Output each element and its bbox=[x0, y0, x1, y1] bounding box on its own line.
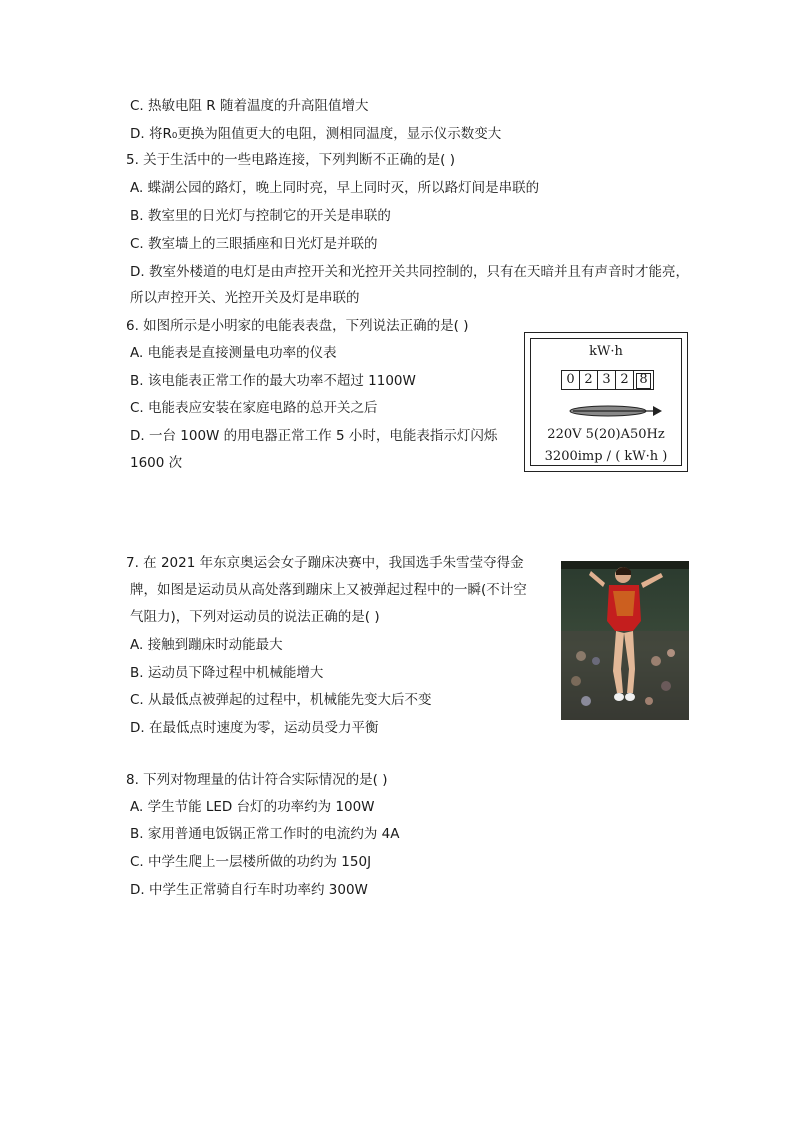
option-c-previous: C. 热敏电阻 R 随着温度的升高阻值增大 bbox=[130, 98, 369, 114]
meter-rating: 220V 5(20)A50Hz bbox=[547, 427, 665, 442]
energy-meter-figure bbox=[524, 332, 688, 472]
question-8-stem: 8. 下列对物理量的估计符合实际情况的是( ) bbox=[126, 772, 388, 788]
question-5-stem: 5. 关于生活中的一些电路连接，下列判断不正确的是( ) bbox=[126, 152, 455, 168]
meter-digit-decimal bbox=[633, 370, 654, 390]
meter-digit: 3 bbox=[597, 370, 616, 390]
meter-digit: 8 bbox=[636, 373, 651, 389]
question-7-option-c: C. 从最低点被弹起的过程中，机械能先变大后不变 bbox=[130, 692, 432, 708]
question-8-option-c: C. 中学生爬上一层楼所做的功约为 150J bbox=[130, 854, 372, 870]
question-5-option-c: C. 教室墙上的三眼插座和日光灯是并联的 bbox=[130, 236, 378, 252]
question-7-option-b: B. 运动员下降过程中机械能增大 bbox=[130, 665, 324, 681]
meter-digit: 2 bbox=[615, 370, 634, 390]
rotating-disc-icon bbox=[563, 403, 663, 419]
question-6-option-b: B. 该电能表正常工作的最大功率不超过 1100W bbox=[130, 373, 416, 389]
trampoline-athlete-photo bbox=[561, 561, 689, 720]
option-d-previous: D. 将R₀更换为阻值更大的电阻，测相同温度，显示仪示数变大 bbox=[130, 126, 502, 142]
question-7-option-a: A. 接触到蹦床时动能最大 bbox=[130, 637, 283, 653]
question-8-option-b: B. 家用普通电饭锅正常工作时的电流约为 4A bbox=[130, 826, 400, 842]
question-7-stem: 7. 在 2021 年东京奥运会女子蹦床决赛中，我国选手朱雪莹夺得金 bbox=[126, 555, 524, 571]
question-7-option-d: D. 在最低点时速度为零，运动员受力平衡 bbox=[130, 720, 379, 736]
question-5-option-b: B. 教室里的日光灯与控制它的开关是串联的 bbox=[130, 208, 391, 224]
question-8-option-a: A. 学生节能 LED 台灯的功率约为 100W bbox=[130, 799, 375, 815]
question-8-option-d: D. 中学生正常骑自行车时功率约 300W bbox=[130, 882, 368, 898]
question-6-option-a: A. 电能表是直接测量电功率的仪表 bbox=[130, 345, 337, 361]
question-6-option-d: D. 一台 100W 的用电器正常工作 5 小时，电能表指示灯闪烁 bbox=[130, 428, 498, 444]
meter-constant: 3200imp / ( kW·h ) bbox=[544, 449, 668, 464]
meter-reading bbox=[561, 370, 653, 390]
meter-digit: 0 bbox=[561, 370, 580, 390]
meter-unit-label: kW·h bbox=[589, 344, 623, 359]
question-6-stem: 6. 如图所示是小明家的电能表表盘，下列说法正确的是( ) bbox=[126, 318, 469, 334]
meter-digit: 2 bbox=[579, 370, 598, 390]
question-6-option-c: C. 电能表应安装在家庭电路的总开关之后 bbox=[130, 400, 378, 416]
question-5-option-d: D. 教室外楼道的电灯是由声控开关和光控开关共同控制的，只有在天暗并且有声音时才能亮， bbox=[130, 264, 689, 280]
question-7-stem-line-3: 气阻力)，下列对运动员的说法正确的是( ) bbox=[130, 609, 380, 625]
question-5-option-a: A. 蝶湖公园的路灯，晚上同时亮，早上同时灭，所以路灯间是串联的 bbox=[130, 180, 540, 196]
question-5-option-d-continued: 所以声控开关、光控开关及灯是串联的 bbox=[130, 290, 360, 306]
question-6-option-d-continued: 1600 次 bbox=[130, 455, 183, 471]
question-7-stem-line-2: 牌，如图是运动员从高处落到蹦床上又被弹起过程中的一瞬(不计空 bbox=[130, 582, 527, 598]
